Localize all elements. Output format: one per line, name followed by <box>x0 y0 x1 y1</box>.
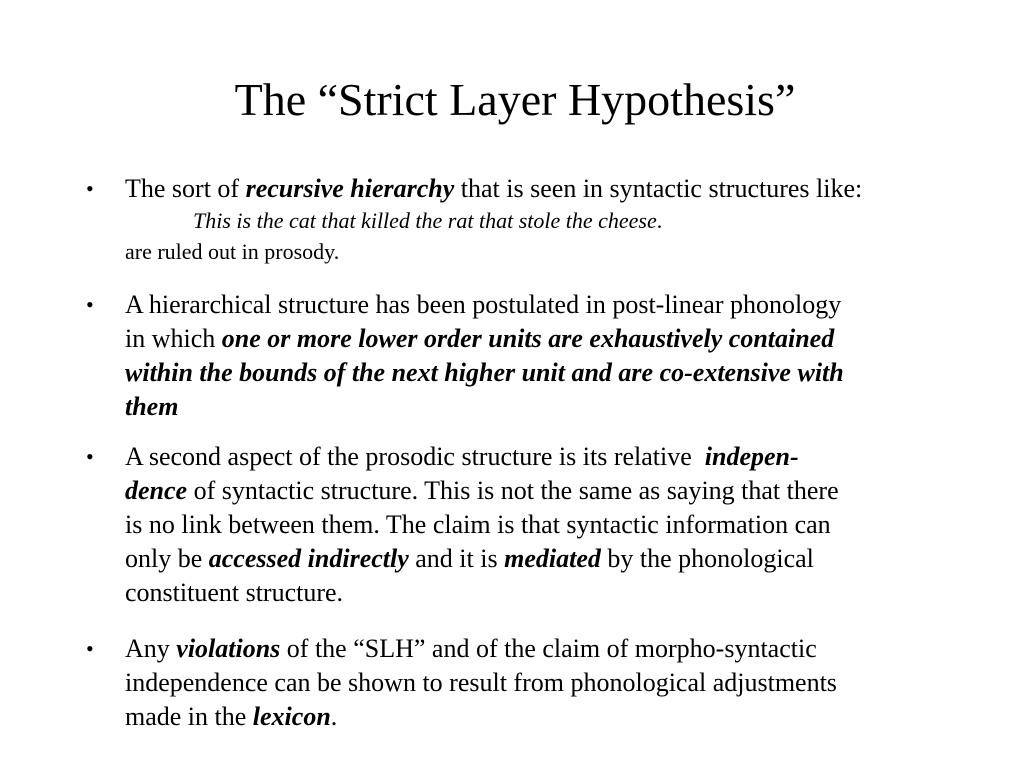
emphasis-text: violations <box>176 634 281 663</box>
bullet-line: constituent structure. <box>125 578 344 607</box>
text-run: and it is <box>408 544 505 573</box>
bullet-icon: • <box>86 292 94 317</box>
emphasis-text: one or more lower order units are exhaustively contained <box>221 324 835 353</box>
text-run: by the phonological <box>600 544 814 573</box>
bullet-item-independence <box>0 440 1024 616</box>
bullet-line <box>125 172 1004 206</box>
bullet-line: independence can be shown to result from phonological adjustments <box>125 668 837 697</box>
text-run: A second aspect of the prosodic structure is its relative <box>125 442 705 471</box>
emphasis-text: mediated <box>504 544 601 573</box>
bullet-icon: • <box>86 444 94 469</box>
bullet-line <box>125 322 1004 356</box>
bullet-icon: • <box>86 636 94 661</box>
example-sentence <box>125 206 1004 236</box>
text-run: of syntactic structure. This is not the same as saying that there <box>187 476 839 505</box>
bullet-list <box>0 172 1024 734</box>
example-period: . <box>656 208 663 233</box>
bullet-icon: • <box>86 176 94 201</box>
emphasis-text: lexicon <box>252 702 331 731</box>
emphasis-text: indepen- <box>704 442 799 471</box>
bullet-line: A hierarchical structure has been postulated in post-linear phonology <box>125 290 842 319</box>
text-run: of the “SLH” and of the claim of morpho-syntactic <box>280 634 817 663</box>
emphasis-line: them <box>125 392 179 421</box>
bullet-line <box>125 700 1004 734</box>
bullet-line <box>125 474 1004 508</box>
slide-title: The “Strict Layer Hypothesis” <box>234 74 796 125</box>
emphasis-text: accessed indirectly <box>208 544 409 573</box>
text-run: The sort of <box>125 174 246 203</box>
text-run: Any <box>125 634 177 663</box>
bullet-line <box>125 440 1004 474</box>
text-run: that is seen in syntactic structures like: <box>454 174 863 203</box>
bullet-line <box>125 632 1004 666</box>
emphasis-text: recursive hierarchy <box>245 174 455 203</box>
emphasis-line: within the bounds of the next higher unit and are co-extensive with <box>125 358 844 387</box>
bullet-line: is no link between them. The claim is that syntactic information can <box>125 510 831 539</box>
text-run: only be <box>125 544 209 573</box>
example-text: This is the cat that killed the rat that stole the cheese <box>193 208 657 233</box>
emphasis-text: dence <box>125 476 188 505</box>
bullet-item-recursive-hierarchy <box>0 172 1024 288</box>
text-run: . <box>330 702 338 731</box>
bullet-item-violations <box>0 632 1024 734</box>
text-run: in which <box>125 324 222 353</box>
bullet-line <box>125 542 1004 576</box>
bullet-item-hierarchical-structure <box>0 288 1024 428</box>
text-run: made in the <box>125 702 253 731</box>
bullet-line: are ruled out in prosody. <box>125 239 340 264</box>
